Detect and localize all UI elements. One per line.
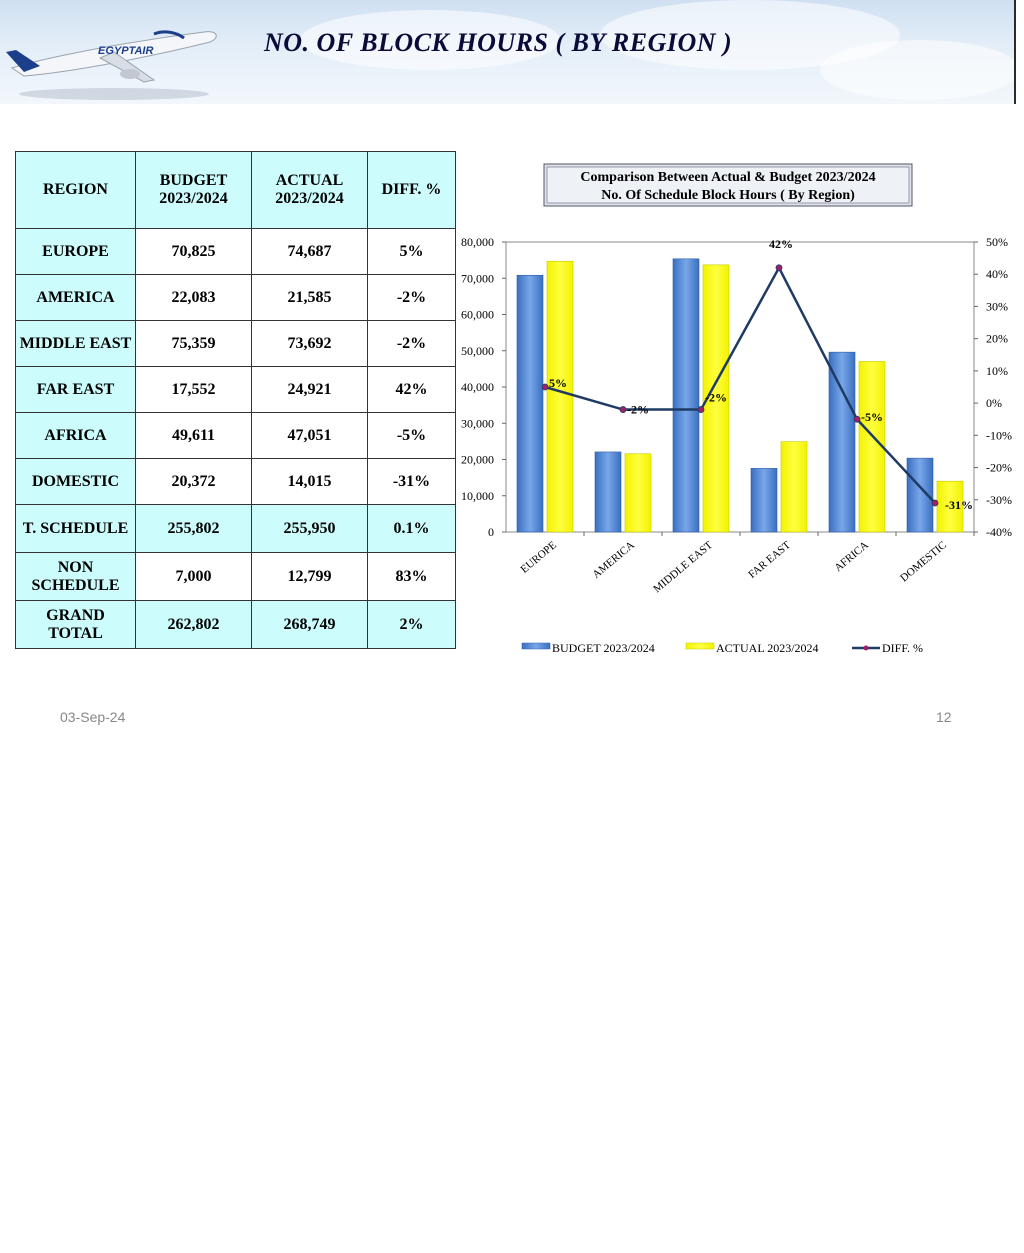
header-budget: BUDGET 2023/2024	[136, 152, 252, 229]
actual-bar	[781, 442, 807, 532]
actual-cell: 12,799	[252, 553, 368, 601]
y2-tick-label: -40%	[986, 525, 1012, 539]
y-tick-label: 20,000	[461, 452, 494, 467]
budget-bar	[829, 352, 855, 532]
actual-cell: 14,015	[252, 459, 368, 505]
y2-tick-label: -10%	[986, 428, 1012, 443]
actual-cell: 47,051	[252, 413, 368, 459]
y2-tick-label: -30%	[986, 492, 1012, 507]
actual-bar	[625, 454, 651, 532]
region-cell: GRAND TOTAL	[16, 601, 136, 649]
table-row	[16, 459, 456, 505]
airplane-logo	[4, 2, 224, 104]
y2-tick-label: 10%	[986, 363, 1008, 378]
legend-diff-label: DIFF. %	[882, 641, 924, 655]
y2-tick-label: -20%	[986, 460, 1012, 475]
y-tick-label: 30,000	[461, 416, 494, 431]
y-tick-label: 70,000	[461, 271, 494, 286]
x-tick-label: FAR EAST	[746, 539, 793, 581]
budget-bar	[751, 468, 777, 532]
x-tick-label: AMERICA	[590, 539, 637, 581]
actual-cell: 255,950	[252, 505, 368, 553]
diff-cell: 2%	[368, 601, 456, 649]
budget-cell: 20,372	[136, 459, 252, 505]
x-tick-label: DOMESTIC	[898, 539, 949, 585]
plot-area	[506, 242, 974, 532]
y-tick-label: 10,000	[461, 488, 494, 503]
legend-actual-label: ACTUAL 2023/2024	[716, 641, 819, 655]
region-cell: NON SCHEDULE	[16, 553, 136, 601]
diff-cell: 0.1%	[368, 505, 456, 553]
y-tick-label: 50,000	[461, 343, 494, 358]
comparison-chart	[440, 150, 1020, 670]
page-title: NO. OF BLOCK HOURS ( BY REGION )	[264, 28, 733, 57]
diff-point	[698, 407, 704, 413]
diff-point	[932, 500, 938, 506]
diff-cell: -31%	[368, 459, 456, 505]
actual-cell: 24,921	[252, 367, 368, 413]
region-cell: AMERICA	[16, 275, 136, 321]
legend-actual-swatch	[686, 643, 714, 649]
table-row	[16, 505, 456, 553]
budget-cell: 75,359	[136, 321, 252, 367]
budget-cell: 22,083	[136, 275, 252, 321]
page-number: 12	[936, 709, 952, 725]
header-actual: ACTUAL 2023/2024	[252, 152, 368, 229]
region-cell: MIDDLE EAST	[16, 321, 136, 367]
chart-title: Comparison Between Actual & Budget 2023/2024	[580, 170, 876, 185]
actual-cell: 21,585	[252, 275, 368, 321]
actual-bar	[547, 261, 573, 532]
legend-budget-label: BUDGET 2023/2024	[552, 641, 655, 655]
budget-bar	[517, 275, 543, 532]
header-region: REGION	[16, 152, 136, 229]
footer-date: 03-Sep-24	[60, 709, 126, 725]
y2-tick-label: 20%	[986, 331, 1008, 346]
x-tick-label: EUROPE	[518, 539, 559, 576]
x-tick-label: AFRICA	[832, 539, 871, 575]
diff-data-label: -31%	[945, 498, 973, 512]
budget-cell: 7,000	[136, 553, 252, 601]
chart-svg	[440, 150, 1020, 670]
diff-data-label: 42%	[769, 236, 793, 251]
region-cell: EUROPE	[16, 229, 136, 275]
diff-cell: 83%	[368, 553, 456, 601]
diff-data-label: -2%	[627, 402, 649, 417]
y2-tick-label: 40%	[986, 267, 1008, 282]
budget-cell: 262,802	[136, 601, 252, 649]
y-tick-label: 80,000	[461, 235, 494, 249]
budget-bar	[673, 259, 699, 532]
budget-cell: 17,552	[136, 367, 252, 413]
x-tick-label: MIDDLE EAST	[651, 539, 715, 596]
budget-bar	[595, 452, 621, 532]
table-row	[16, 601, 456, 649]
diff-data-label: -5%	[861, 410, 883, 425]
y-tick-label: 0	[488, 525, 494, 539]
diff-data-label: 5%	[549, 376, 567, 390]
table-row	[16, 321, 456, 367]
logo-text: EGYPTAIR	[98, 45, 154, 57]
diff-point	[854, 416, 860, 422]
budget-cell: 49,611	[136, 413, 252, 459]
diff-point	[542, 384, 548, 390]
header-banner	[0, 0, 1016, 104]
diff-cell: 42%	[368, 367, 456, 413]
region-cell: AFRICA	[16, 413, 136, 459]
table-row	[16, 553, 456, 601]
table-row	[16, 413, 456, 459]
header-diff: DIFF. %	[368, 152, 456, 229]
y-tick-label: 60,000	[461, 307, 494, 322]
table-row	[16, 367, 456, 413]
diff-point	[620, 407, 626, 413]
table-row	[16, 229, 456, 275]
actual-cell: 73,692	[252, 321, 368, 367]
diff-cell: 5%	[368, 229, 456, 275]
legend-diff-marker	[864, 646, 869, 651]
region-cell: DOMESTIC	[16, 459, 136, 505]
legend-budget-swatch	[522, 643, 550, 649]
actual-cell: 268,749	[252, 601, 368, 649]
y-tick-label: 40,000	[461, 380, 494, 394]
region-cell: FAR EAST	[16, 367, 136, 413]
diff-cell: -2%	[368, 275, 456, 321]
budget-cell: 70,825	[136, 229, 252, 275]
y2-tick-label: 50%	[986, 235, 1008, 249]
budget-cell: 255,802	[136, 505, 252, 553]
diff-cell: -5%	[368, 413, 456, 459]
chart-subtitle: No. Of Schedule Block Hours ( By Region)	[601, 188, 855, 203]
y2-tick-label: 0%	[986, 396, 1002, 411]
diff-point	[776, 265, 782, 271]
actual-cell: 74,687	[252, 229, 368, 275]
diff-data-label: -2%	[705, 390, 727, 405]
table-row	[16, 275, 456, 321]
block-hours-table	[15, 151, 456, 649]
region-cell: T. SCHEDULE	[16, 505, 136, 553]
diff-cell: -2%	[368, 321, 456, 367]
y2-tick-label: 30%	[986, 299, 1008, 314]
